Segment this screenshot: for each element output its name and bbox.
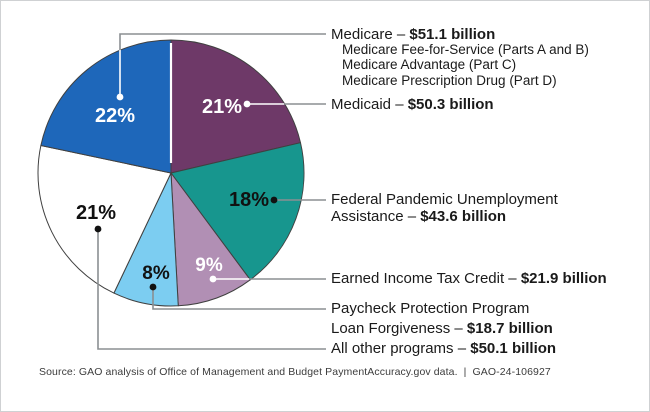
callout-subline: Medicare Prescription Drug (Part D) (342, 72, 557, 88)
callout-subline: Medicare Advantage (Part C) (342, 57, 517, 73)
callout-line: All other programs – $50.1 billion (331, 340, 557, 357)
pct-label-ppp: 8% (142, 262, 170, 284)
callout-ppp (331, 299, 553, 339)
callout-line: Medicaid – $50.3 billion (331, 96, 494, 113)
callout-line: Medicare – $51.1 billion (331, 26, 496, 43)
leader-dot-medicaid (244, 101, 251, 108)
leader-dot-other (95, 226, 102, 233)
callout-fpua (331, 191, 558, 225)
pct-label-fpua: 18% (228, 189, 270, 212)
callout-line: Federal Pandemic Unemployment (331, 191, 558, 208)
leader-dot-ppp (150, 284, 157, 291)
pct-label-eitc: 9% (195, 254, 223, 276)
callout-medicaid (331, 95, 494, 114)
pct-label-medicaid: 21% (201, 96, 243, 119)
leader-dot-eitc (210, 276, 217, 283)
pct-label-medicare: 22% (94, 105, 136, 128)
leader-dot-medicare (117, 94, 124, 101)
callout-eitc (331, 269, 607, 288)
callout-subline: Medicare Fee-for-Service (Parts A and B) (342, 42, 589, 57)
callout-medicare-sublabels (342, 42, 589, 88)
callout-line: Assistance – $43.6 billion (331, 208, 507, 225)
callout-line: Paycheck Protection Program (331, 300, 530, 317)
source-note: Source: GAO analysis of Office of Management and Budget PaymentAccuracy.gov data. | GAO-24-106927 (39, 366, 551, 378)
callout-line: Loan Forgiveness – $18.7 billion (331, 320, 553, 337)
callout-line: Earned Income Tax Credit – $21.9 billion (331, 270, 607, 287)
callout-other (331, 339, 556, 358)
pct-label-other: 21% (75, 202, 117, 225)
leader-dot-fpua (271, 197, 278, 204)
